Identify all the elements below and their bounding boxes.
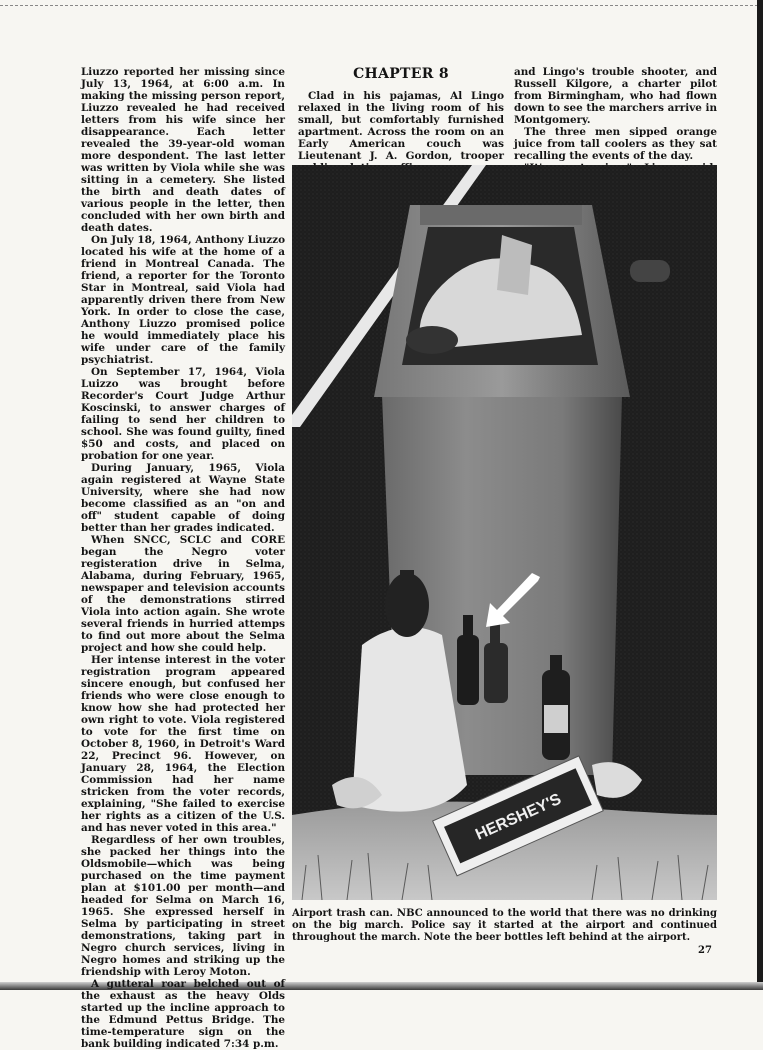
scan-edge-right (757, 0, 763, 990)
paragraph: Liuzzo reported her missing since July 13, 1964, at 6:00 a.m. In making the missing person report, Liuzzo revealed he had received letters from his wife since her disappearance. Each letter revealed the 39-year-old woman more despondent. The last letter was written by Viola while she was sitting in a cemetery. She listed the birth and death dates of various people in the letter, then concluded with her own birth and death dates. (81, 66, 285, 234)
bottle (457, 635, 479, 705)
paragraph: On July 18, 1964, Anthony Liuzzo located his wife at the home of a friend in Montreal Canada. The friend, a reporter for the Toronto Star in Montreal, said Viola had apparently driven there from New York. In order to close the case, Anthony Liuzzo promised police he would immediately place his wife under care of the family psychiatrist. (81, 234, 285, 366)
paragraph: and Lingo's trouble shooter, and Russell Kilgore, a charter pilot from Birmingham, who had flown down to see the marchers arrive in Montgomery. (514, 66, 717, 126)
trash-can-photo (292, 165, 717, 900)
paragraph: Her intense interest in the voter registration program appeared sincere enough, but confused her friends who were close enough to know how she had protected her own right to vote. Viola registered to vote for the first time on October 8, 1960, in Detroit's Ward 22, Precinct 96. However, on January 28, 1964, the Election Commission had her name stricken from the voter records, explaining, "She failed to exercise her rights as a citizen of the U.S. and has never voted in this area." (81, 654, 285, 834)
paragraph: On September 17, 1964, Viola Luizzo was brought before Recorder's Court Judge Arthur Koscinski, to answer charges of failing to send her children to school. She was found guilty, fined $50 and costs, and placed on probation for one year. (81, 366, 285, 462)
paragraph: The three men sipped orange juice from tall coolers as they sat recalling the events of the day. (514, 126, 717, 162)
paragraph: During January, 1965, Viola again registered at Wayne State University, where she had now become classified as an "on and off" student capable of doing better than her grades indicated. (81, 462, 285, 534)
middle-column (298, 66, 504, 174)
paragraph: A gutteral roar belched out of the exhaust as the heavy Olds started up the incline approach to the Edmund Pettus Bridge. The time-temperature sign on the bank building indicated 7:34 p.m. (81, 978, 285, 1050)
left-column (81, 66, 285, 1050)
paragraph: Regardless of her own troubles, she packed her things into the Oldsmobile—which was being purchased on the time payment plan at $101.00 per month—and headed for Selma on March 16, 1965. She expressed herself in Selma by participating in street demonstrations, taking part in Negro church services, living in Negro homes and striking up the friendship with Leroy Moton. (81, 834, 285, 978)
wrapper-label: HERSHEY'S (473, 790, 564, 844)
bottle (484, 643, 508, 703)
paragraph: Clad in his pajamas, Al Lingo relaxed in the living room of his small, but comfortably furnished apartment. Across the room on an Early American couch was Lieutenant J. A. Gordon, trooper (298, 90, 504, 162)
scan-edge-top (0, 0, 763, 6)
chapter-heading: CHAPTER 8 (353, 66, 449, 82)
paragraph: When SNCC, SCLC and CORE began the Negro voter registeration drive in Selma, Alabama, during February, 1965, newspaper and television accounts of the demonstrations stirred Viola into action again. She wrote several friends in hurried attemps to find out more about the Selma project and how she could help. (81, 534, 285, 654)
page-number: 27 (698, 945, 712, 956)
photo-caption: Airport trash can. NBC announced to the world that there was no drinking on the big march. Police say it started at the airport and continued throughout the march. Note the beer bottles left behind at the airport. (292, 908, 717, 943)
